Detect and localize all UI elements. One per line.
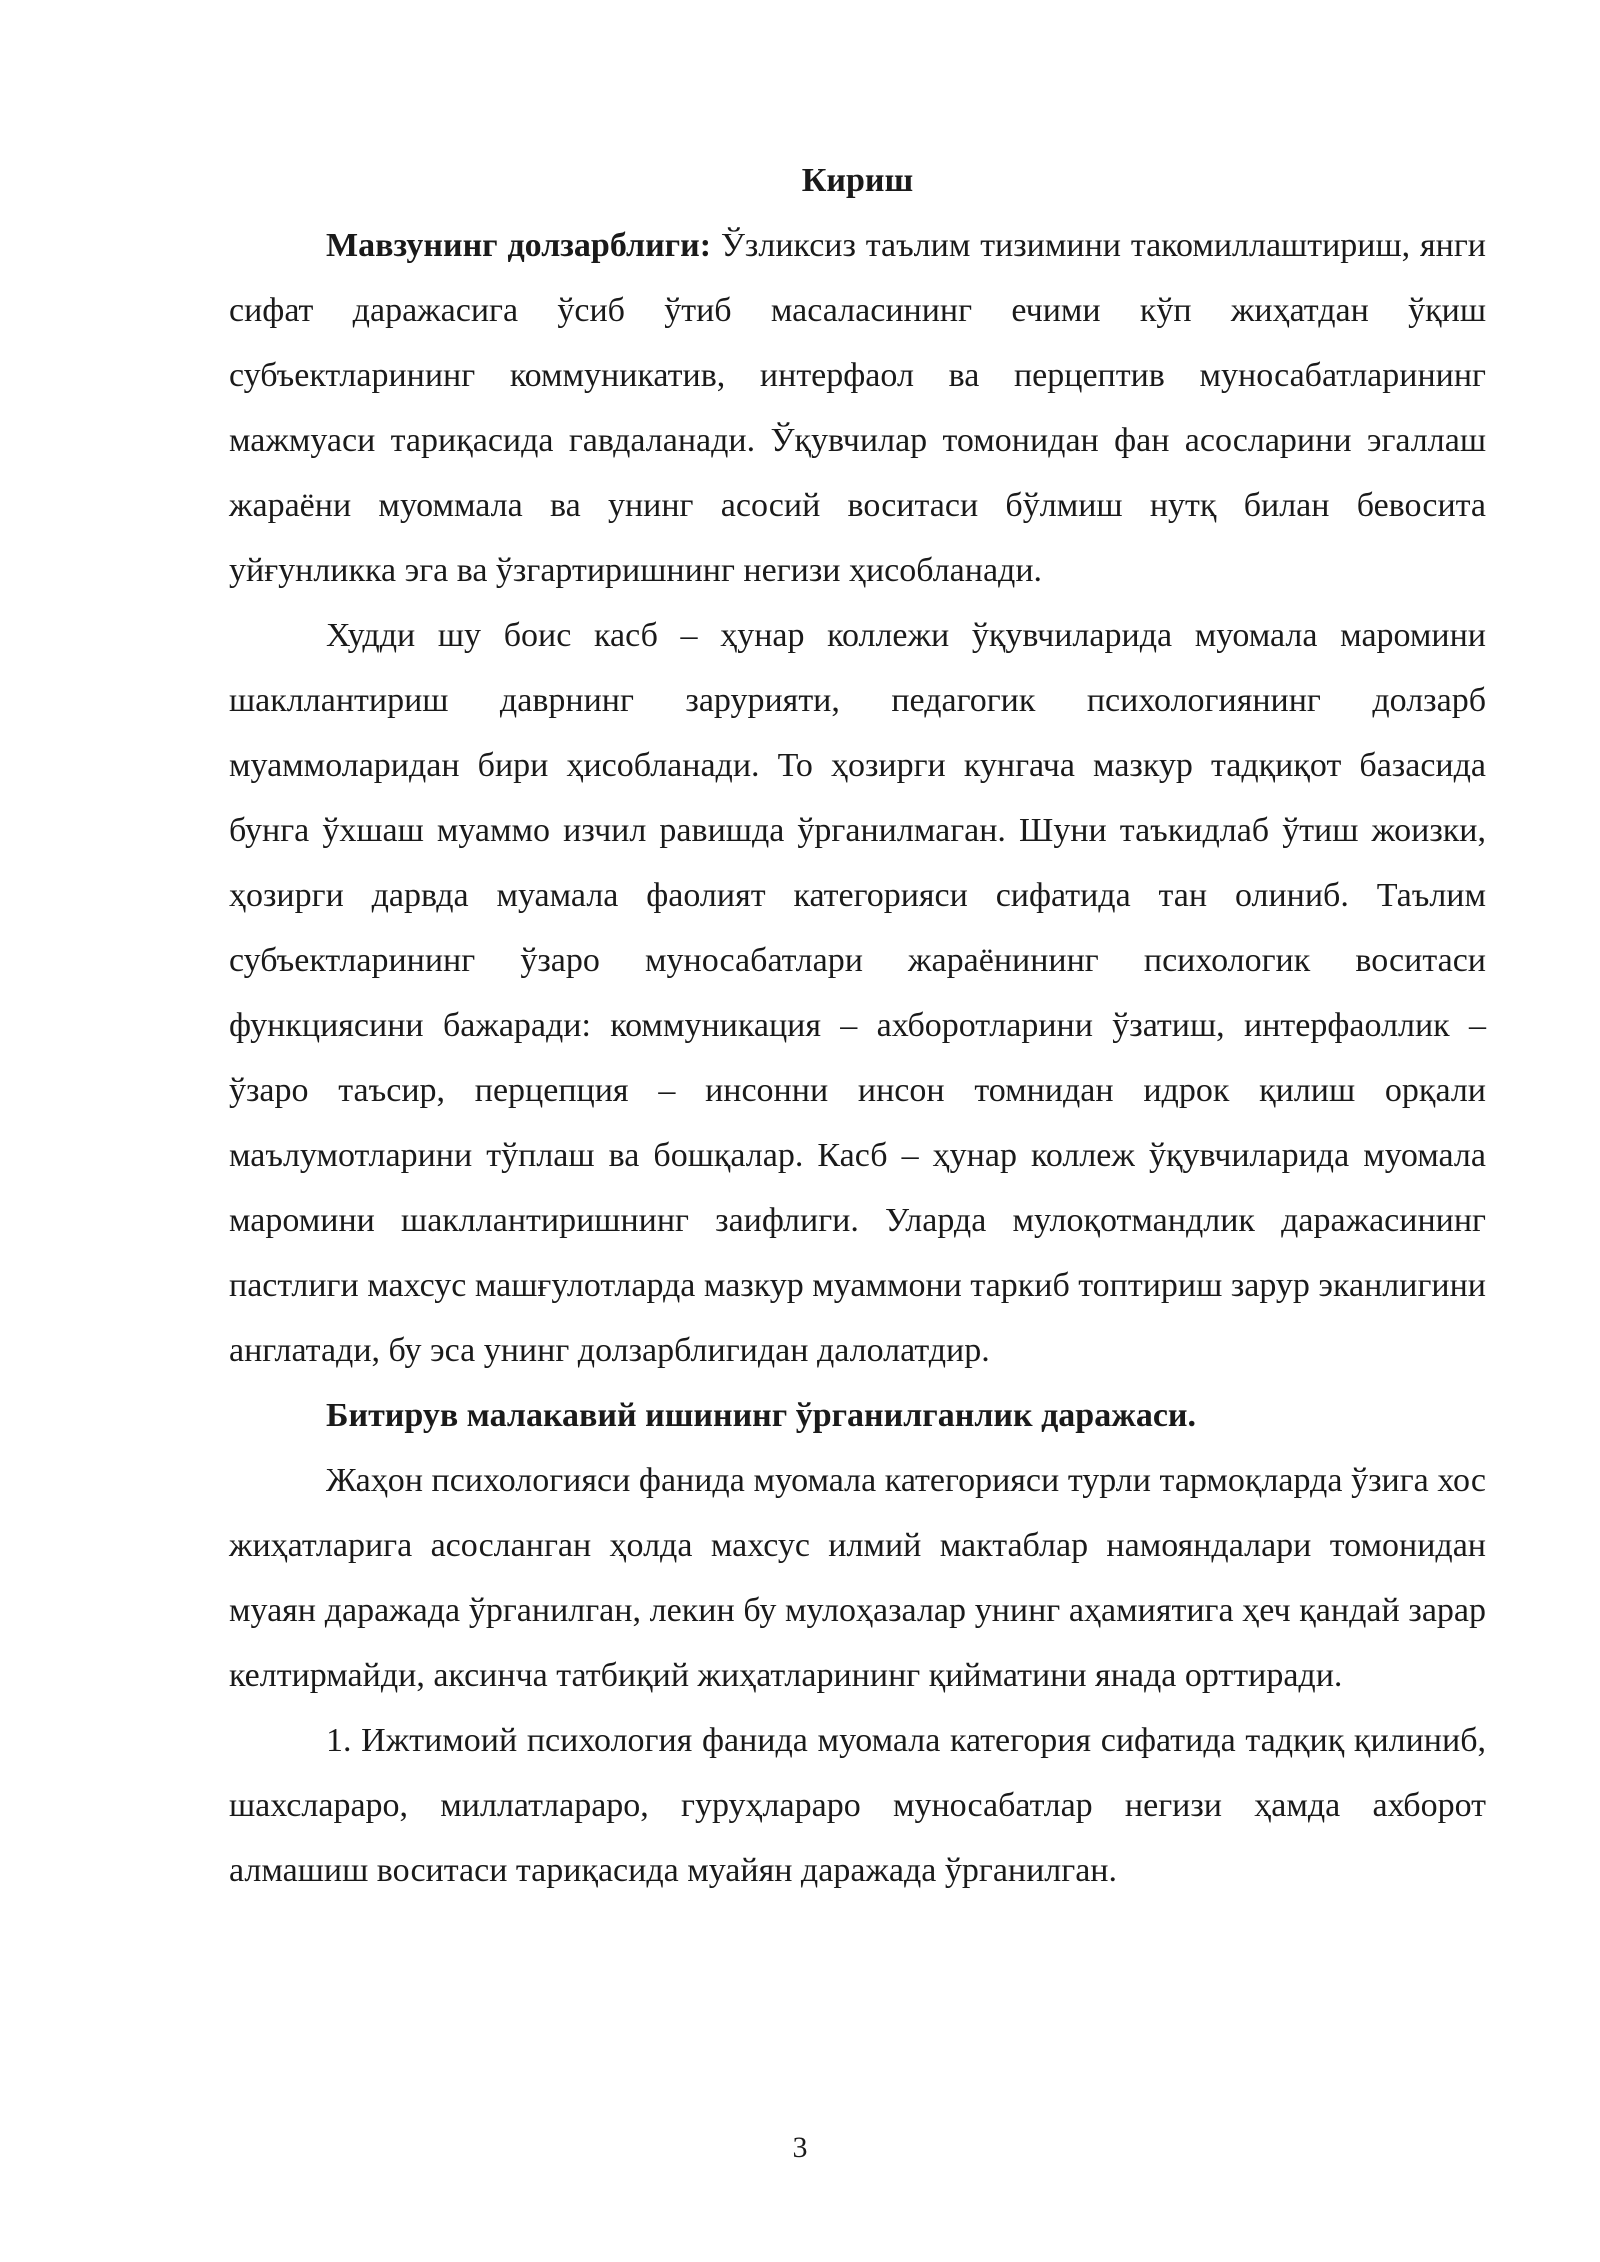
paragraph-vocational: Худди шу боис касб – ҳунар коллежи ўқувчиларида муомала маромини шакллантириш даврнинг зарурияти, педагогик психологиянинг долзарб муаммоларидан бири ҳисобланади. То ҳозирги кунгача мазкур тадқиқот базасида бунга ўхшаш муаммо изчил равишда ўрганилмаган. Шуни таъкидлаб ўтиш жоизки, ҳозирги дарвда муамала фаолият категорияси сифатида тан олиниб. Таълим субъектларининг ўзаро муносабатлари жараёнининг психологик воситаси функциясини бажаради: коммуникация – ахборотларини ўзатиш, интерфаоллик – ўзаро таъсир, перцепция – инсонни инсон томнидан идрок қилиш орқали маълумотларини тўплаш ва бошқалар. Касб – ҳунар коллеж ўқувчиларида муомала маромини шакллантиришнинг заифлиги. Уларда мулоқотмандлик даражасининг пастлиги махсус машғулотларда мазкур муаммони таркиб топтириш зарур эканлигини англатади, бу эса унинг долзарблигидан далолатдир. xyxy=(229,617,1486,1369)
paragraph-relevance xyxy=(229,213,1486,603)
paragraph-lead: Мавзунинг долзарблиги: xyxy=(326,227,712,264)
paragraph-text: Ўзликсиз таълим тизимини такомиллаштириш, янги сифат даражасига ўсиб ўтиб масаласининг ечими кўп жиҳатдан ўқиш субъектларининг коммуникатив, интерфаол ва перцептив муносабатларининг мажмуаси тариқасида гавдаланади. Ўқувчилар томонидан фан асосларини эгаллаш жараёни муоммала ва унинг асосий воситаси бўлмиш нутқ билан бевосита уйғунликка эга ва ўзгартиришнинг негизи ҳисобланади. xyxy=(229,227,1486,589)
page-title: Кириш xyxy=(801,162,914,199)
paragraph-world-psychology: Жаҳон психологияси фанида муомала категорияси турли тармоқларда ўзига хос жиҳатларига асосланган ҳолда махсус илмий мактаблар намояндалари томонидан муаян даражада ўрганилган, лекин бу мулоҳазалар унинг аҳамиятига ҳеч қандай зарар келтирмайди, аксинча татбиқий жиҳатларининг қийматини янада орттиради. xyxy=(229,1462,1486,1694)
paragraph-list-item-1: 1. Ижтимоий психология фанида муомала категория сифатида тадқиқ қилиниб, шахслараро, миллатлараро, гуруҳлараро муносабатлар негизи ҳамда ахборот алмашиш воситаси тариқасида муайян даражада ўрганилган. xyxy=(229,1722,1486,1889)
page-number: 3 xyxy=(792,2131,808,2164)
page-content xyxy=(229,148,1486,1903)
section-heading: Битирув малакавий ишининг ўрганилганлик даражаси. xyxy=(326,1397,1197,1434)
